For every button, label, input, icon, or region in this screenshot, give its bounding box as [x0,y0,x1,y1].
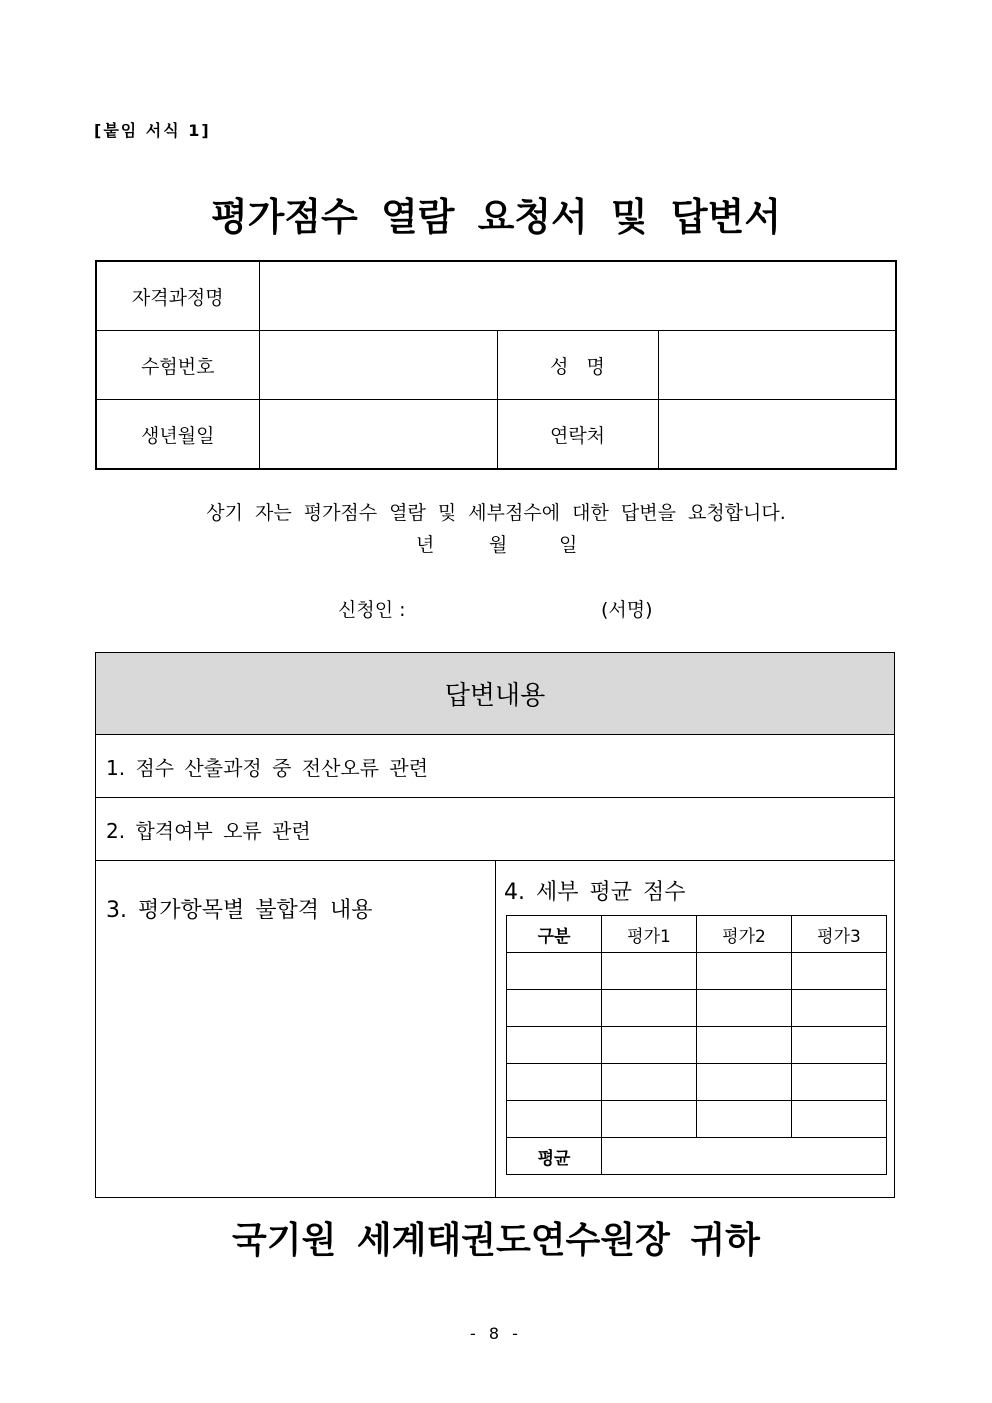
name-field[interactable] [658,331,896,400]
attachment-label: [붙임 서식 1] [94,121,211,140]
score-cell[interactable] [507,1101,602,1138]
score-row [507,953,887,990]
score-row [507,1064,887,1101]
exam-no-field[interactable] [259,331,497,400]
date-year: 년 [416,534,435,556]
contact-field[interactable] [658,400,896,470]
recipient: 국기원 세계태권도연수원장 귀하 [232,1220,760,1261]
score-cell[interactable] [507,953,602,990]
score-cell[interactable] [792,1101,887,1138]
score-cell[interactable] [792,1064,887,1101]
score-cell[interactable] [697,1027,792,1064]
answer-header: 답변내용 [96,653,894,735]
name-label: 성 명 [497,331,658,400]
score-cell[interactable] [792,1027,887,1064]
exam-no-label: 수험번호 [96,331,259,400]
score-cell[interactable] [697,953,792,990]
score-header-eval3: 평가3 [792,916,887,953]
course-label: 자격과정명 [96,261,259,331]
score-cell[interactable] [792,953,887,990]
contact-label: 연락처 [497,400,658,470]
score-cell[interactable] [602,1064,697,1101]
score-row [507,990,887,1027]
answer-item-3: 3. 평가항목별 불합격 내용 [106,898,373,923]
score-cell[interactable] [602,1101,697,1138]
score-row [507,1027,887,1064]
score-cell[interactable] [697,1101,792,1138]
score-header-eval1: 평가1 [602,916,697,953]
date-month: 월 [489,534,508,556]
score-cell[interactable] [602,953,697,990]
applicant-info-table [95,260,897,470]
score-row [507,1101,887,1138]
fail-content-cell[interactable] [96,861,496,1197]
request-text: 상기 자는 평가점수 열람 및 세부점수에 대한 답변을 요청합니다. [206,502,786,524]
birth-label: 생년월일 [96,400,259,470]
score-header-eval2: 평가2 [697,916,792,953]
average-field[interactable] [602,1138,887,1175]
score-table [506,915,887,1175]
score-cell[interactable] [507,990,602,1027]
score-cell[interactable] [602,990,697,1027]
signature-label: (서명) [601,599,653,621]
average-label: 평균 [507,1138,602,1175]
page-number: - 8 - [470,1324,522,1343]
score-cell[interactable] [792,990,887,1027]
score-cell[interactable] [507,1064,602,1101]
answer-item-4: 4. 세부 평균 점수 [504,880,686,905]
score-cell[interactable] [602,1027,697,1064]
date-day: 일 [559,534,578,556]
birth-field[interactable] [259,400,497,470]
score-header-category: 구분 [507,916,602,953]
score-cell[interactable] [697,1064,792,1101]
answer-item-1: 1. 점수 산출과정 중 전산오류 관련 [96,735,894,798]
answer-section [95,652,895,1198]
score-cell[interactable] [507,1027,602,1064]
course-field[interactable] [259,261,896,331]
answer-detail-area [96,861,894,1197]
score-cell[interactable] [697,990,792,1027]
answer-item-2: 2. 합격여부 오류 관련 [96,798,894,861]
page-title: 평가점수 열람 요청서 및 답변서 [210,195,782,239]
applicant-label: 신청인 : [338,599,406,621]
